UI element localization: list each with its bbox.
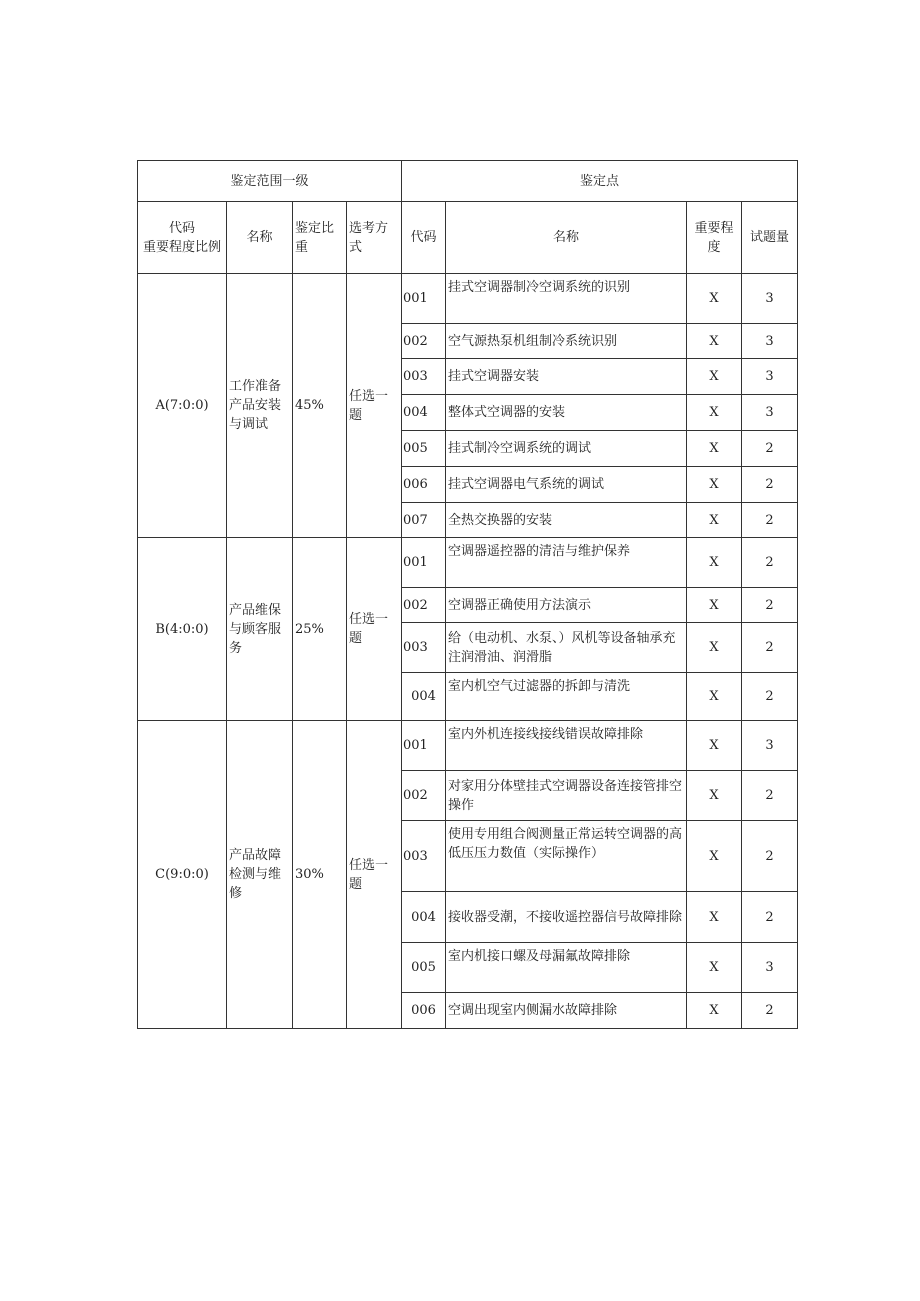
group-weight: 45% <box>293 274 347 538</box>
point-importance: X <box>687 274 742 324</box>
point-name: 室内外机连接线接线错误故障排除 <box>446 721 687 771</box>
point-importance: X <box>687 324 742 359</box>
point-importance: X <box>687 431 742 467</box>
group-mode: 任选一题 <box>347 538 402 721</box>
point-importance: X <box>687 588 742 623</box>
point-code: 002 <box>402 588 446 623</box>
point-code: 001 <box>402 274 446 324</box>
point-code: 004 <box>402 673 446 721</box>
point-count: 3 <box>742 274 798 324</box>
table-row <box>138 538 798 588</box>
point-code: 006 <box>402 467 446 503</box>
header-point-name: 名称 <box>446 202 687 274</box>
point-importance: X <box>687 943 742 993</box>
group-name: 产品故障检测与维修 <box>227 721 293 1029</box>
group-code: B(4:0:0) <box>138 538 227 721</box>
point-name: 接收器受潮，不接收遥控器信号故障排除 <box>446 892 687 943</box>
point-name: 挂式空调器制冷空调系统的识别 <box>446 274 687 324</box>
group-name: 产品维保与顾客服务 <box>227 538 293 721</box>
point-name: 空气源热泵机组制冷系统识别 <box>446 324 687 359</box>
point-importance: X <box>687 721 742 771</box>
point-importance: X <box>687 395 742 431</box>
point-name: 给（电动机、水泵、）风机等设备轴承充注润滑油、润滑脂 <box>446 623 687 673</box>
header-points: 鉴定点 <box>402 161 798 202</box>
group-weight: 30% <box>293 721 347 1029</box>
point-name: 使用专用组合阀测量正常运转空调器的高低压压力数值（实际操作） <box>446 821 687 892</box>
group-mode: 任选一题 <box>347 274 402 538</box>
group-name: 工作准备产品安装与调试 <box>227 274 293 538</box>
point-count: 2 <box>742 588 798 623</box>
point-importance: X <box>687 359 742 395</box>
point-count: 2 <box>742 771 798 821</box>
point-name: 整体式空调器的安装 <box>446 395 687 431</box>
header-code-ratio: 代码 重要程度比例 <box>138 202 227 274</box>
point-code: 005 <box>402 431 446 467</box>
point-code: 003 <box>402 359 446 395</box>
point-count: 2 <box>742 673 798 721</box>
point-count: 2 <box>742 431 798 467</box>
point-name: 空调器遥控器的清洁与维护保养 <box>446 538 687 588</box>
point-count: 3 <box>742 324 798 359</box>
header-scope-level1: 鉴定范围一级 <box>138 161 402 202</box>
point-name: 室内机空气过滤器的拆卸与清洗 <box>446 673 687 721</box>
header-name: 名称 <box>227 202 293 274</box>
header-mode: 选考方式 <box>347 202 402 274</box>
point-code: 003 <box>402 821 446 892</box>
point-count: 2 <box>742 993 798 1029</box>
point-code: 002 <box>402 771 446 821</box>
point-name: 空调出现室内侧漏水故障排除 <box>446 993 687 1029</box>
group-code: A(7:0:0) <box>138 274 227 538</box>
header-importance: 重要程度 <box>687 202 742 274</box>
point-name: 挂式制冷空调系统的调试 <box>446 431 687 467</box>
point-name: 室内机接口螺及母漏氟故障排除 <box>446 943 687 993</box>
point-count: 2 <box>742 623 798 673</box>
point-importance: X <box>687 538 742 588</box>
point-code: 003 <box>402 623 446 673</box>
header-point-code: 代码 <box>402 202 446 274</box>
group-code: C(9:0:0) <box>138 721 227 1029</box>
header-count: 试题量 <box>742 202 798 274</box>
point-count: 3 <box>742 721 798 771</box>
assessment-table <box>137 160 798 1029</box>
point-code: 004 <box>402 395 446 431</box>
point-importance: X <box>687 892 742 943</box>
header-weight: 鉴定比重 <box>293 202 347 274</box>
point-count: 2 <box>742 538 798 588</box>
point-code: 005 <box>402 943 446 993</box>
point-count: 2 <box>742 503 798 538</box>
point-count: 3 <box>742 359 798 395</box>
point-importance: X <box>687 623 742 673</box>
point-code: 007 <box>402 503 446 538</box>
point-importance: X <box>687 993 742 1029</box>
point-importance: X <box>687 467 742 503</box>
point-count: 3 <box>742 943 798 993</box>
group-mode: 任选一题 <box>347 721 402 1029</box>
point-code: 001 <box>402 538 446 588</box>
group-weight: 25% <box>293 538 347 721</box>
point-code: 001 <box>402 721 446 771</box>
point-count: 2 <box>742 892 798 943</box>
point-importance: X <box>687 821 742 892</box>
point-code: 002 <box>402 324 446 359</box>
point-importance: X <box>687 673 742 721</box>
point-name: 全热交换器的安装 <box>446 503 687 538</box>
point-importance: X <box>687 503 742 538</box>
table-row <box>138 721 798 771</box>
point-importance: X <box>687 771 742 821</box>
point-name: 挂式空调器电气系统的调试 <box>446 467 687 503</box>
point-name: 挂式空调器安装 <box>446 359 687 395</box>
point-count: 2 <box>742 821 798 892</box>
point-code: 006 <box>402 993 446 1029</box>
point-count: 3 <box>742 395 798 431</box>
point-name: 对家用分体壁挂式空调器设备连接管排空操作 <box>446 771 687 821</box>
table-row <box>138 274 798 324</box>
point-name: 空调器正确使用方法演示 <box>446 588 687 623</box>
point-code: 004 <box>402 892 446 943</box>
point-count: 2 <box>742 467 798 503</box>
